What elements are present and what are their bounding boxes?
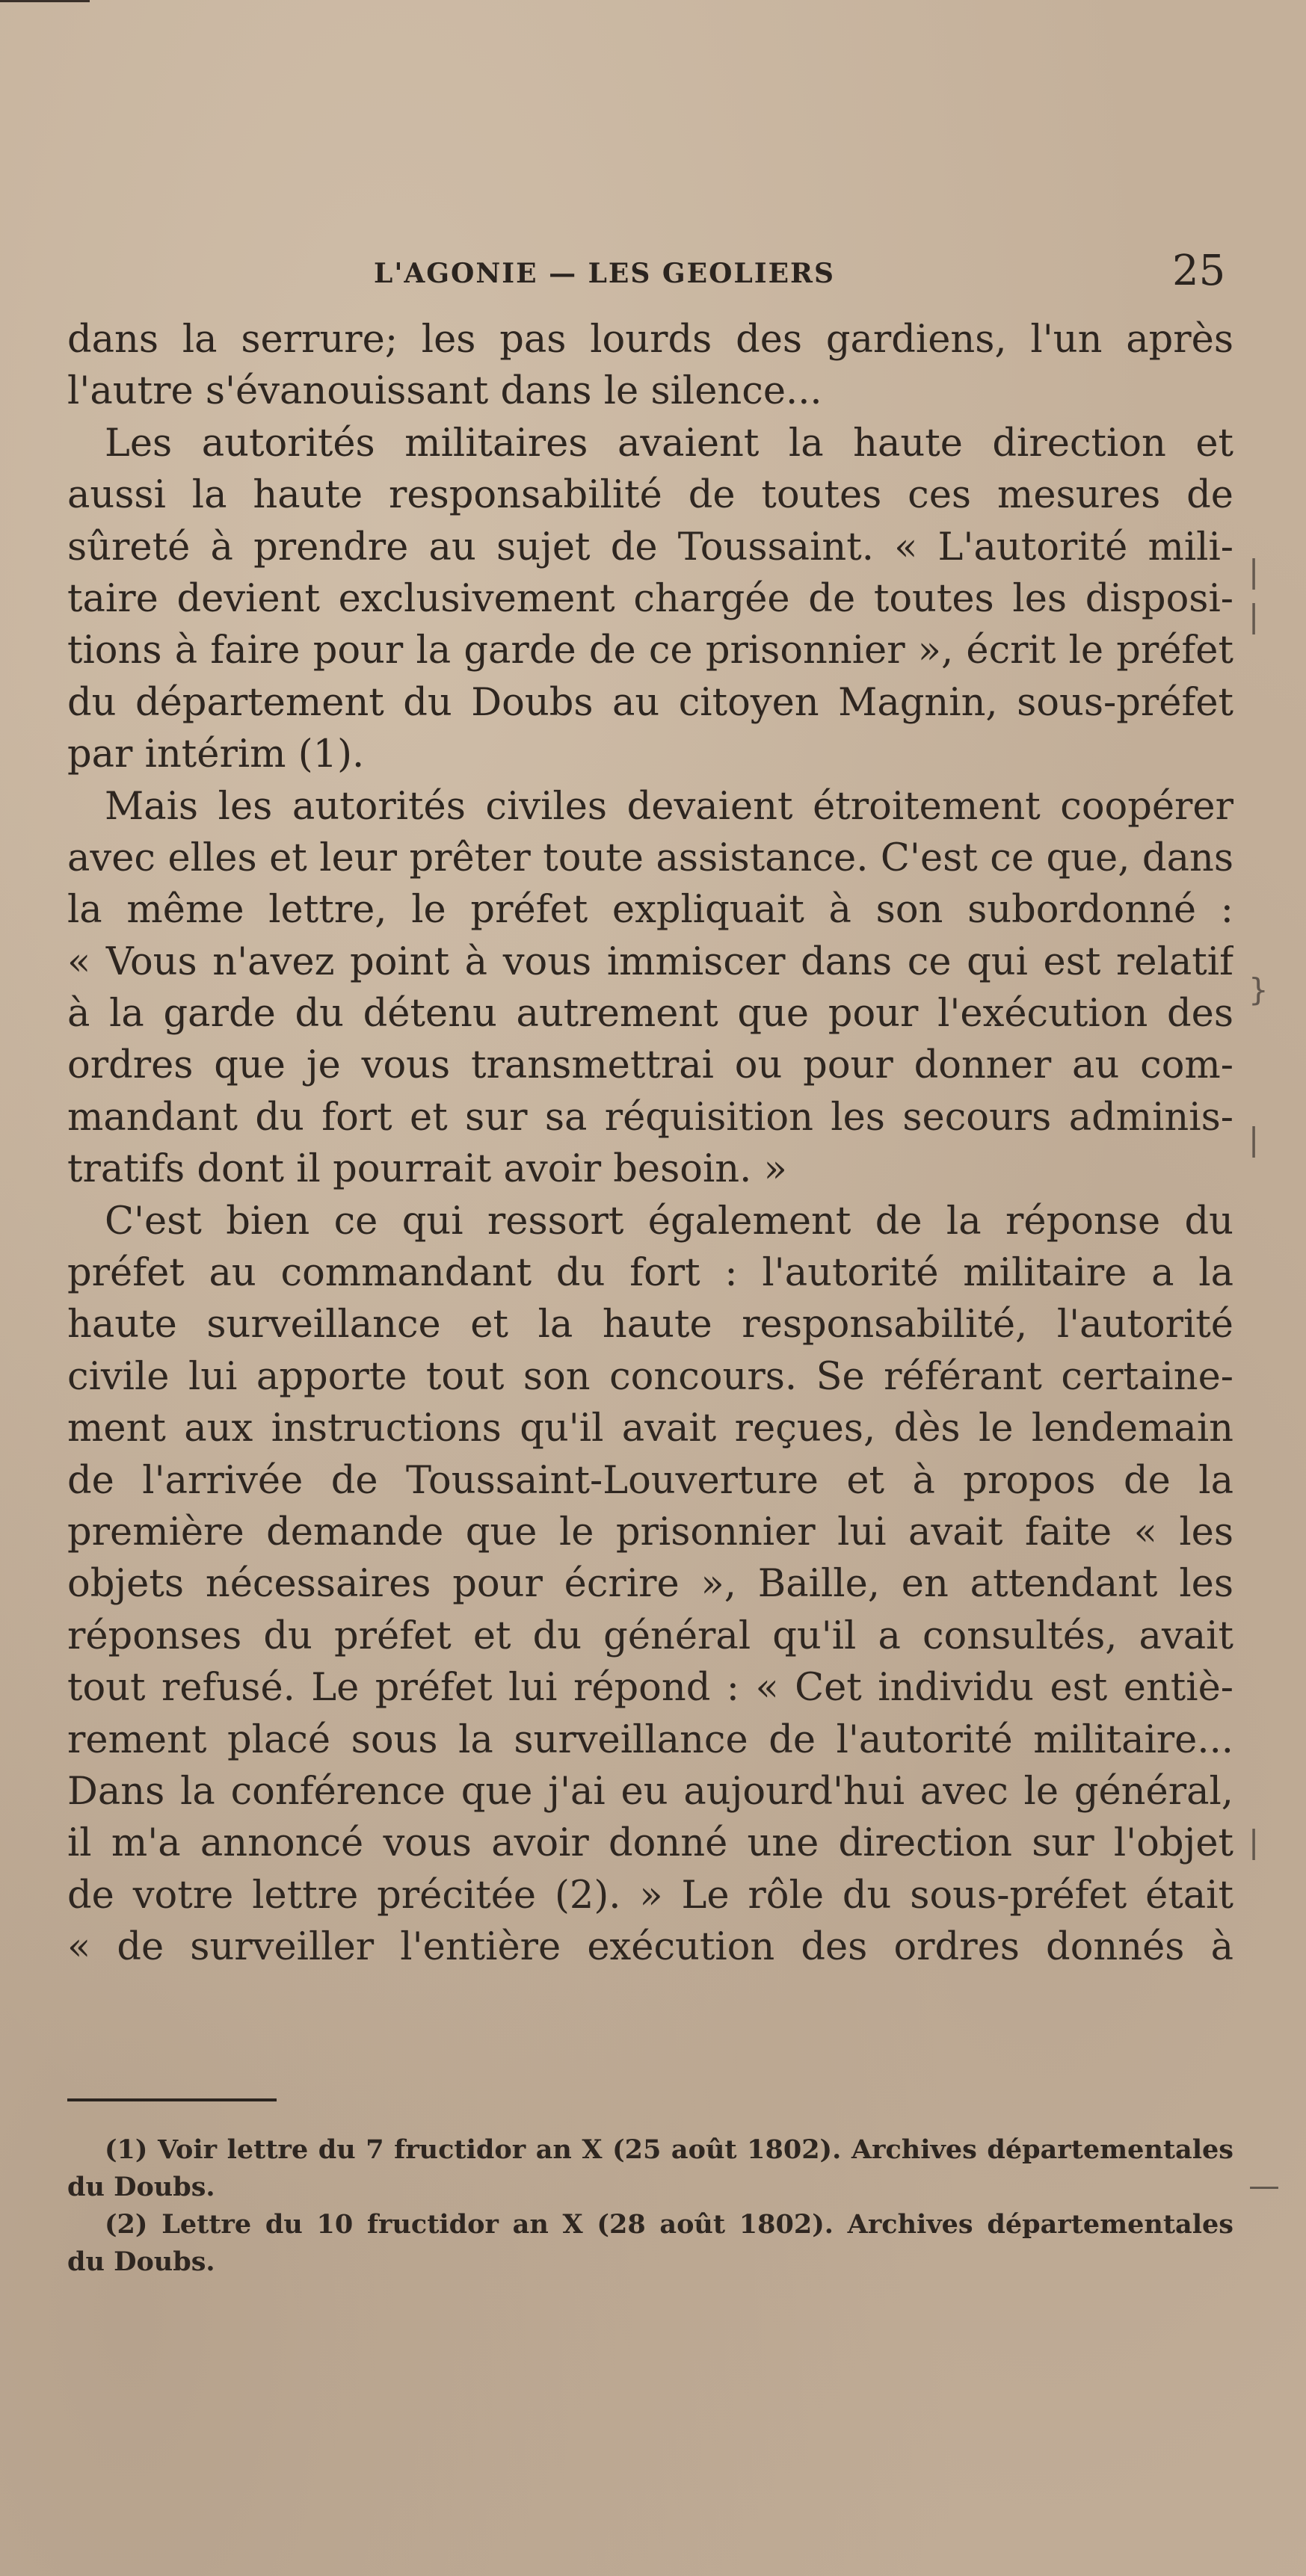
text-line: il m'a annoncé vous avoir donné une direction sur l'objet (67, 1821, 1233, 1866)
text-line: « Vous n'avez point à vous immiscer dans ce qui est relatif (67, 939, 1233, 984)
pencil-mark: } (1248, 972, 1269, 1008)
text-line: avec elles et leur prêter toute assistance. C'est ce que, dans (67, 835, 1233, 880)
text-line: rement placé sous la surveillance de l'autorité militaire... (67, 1717, 1233, 1762)
text-line: tout refusé. Le préfet lui répond : « Cet individu est entiè- (67, 1666, 1233, 1711)
text-line: de votre lettre précitée (2). » Le rôle du sous-préfet était (67, 1873, 1233, 1918)
text-line: Les autorités militaires avaient la haute direction et (105, 421, 1233, 466)
text-line: aussi la haute responsabilité de toutes ces mesures de (67, 473, 1233, 518)
text-line: Dans la conférence que j'ai eu aujourd'hui avec le général, (67, 1769, 1233, 1814)
text-line: tions à faire pour la garde de ce prisonnier », écrit le préfet (67, 628, 1233, 673)
footnote-line: du Doubs. (67, 2172, 215, 2202)
text-line: ordres que je vous transmettrai ou pour donner au com- (67, 1043, 1233, 1088)
pencil-mark: | (1248, 1121, 1260, 1158)
text-line: taire devient exclusivement chargée de toutes les disposi- (67, 576, 1233, 621)
text-line: Mais les autorités civiles devaient étroitement coopérer (105, 784, 1233, 829)
text-line: haute surveillance et la haute responsabilité, l'autorité (67, 1303, 1233, 1347)
text-line: objets nécessaires pour écrire », Baille, en attendant les (67, 1562, 1233, 1607)
text-line: dans la serrure; les pas lourds des gardiens, l'un après (67, 318, 1233, 362)
text-line: tratifs dont il pourrait avoir besoin. » (67, 1147, 787, 1192)
text-line: « de surveiller l'entière exécution des ordres donnés à (67, 1925, 1233, 1970)
text-line: réponses du préfet et du général qu'il a consultés, avait (67, 1613, 1233, 1658)
body-text (67, 314, 1233, 1974)
pencil-mark: | (1248, 553, 1260, 590)
page-number: 25 (1172, 247, 1226, 295)
text-line: première demande que le prisonnier lui avait faite « les (67, 1510, 1233, 1554)
text-line: sûreté à prendre au sujet de Toussaint. « L'autorité mili- (67, 525, 1233, 569)
footnote-line: du Doubs. (67, 2246, 215, 2277)
text-line: de l'arrivée de Toussaint-Louverture et à propos de la (67, 1458, 1233, 1503)
footnotes (67, 2131, 1233, 2281)
text-line: du département du Doubs au citoyen Magnin, sous-préfet (67, 680, 1233, 725)
running-title: L'AGONIE — LES GEOLIERS (374, 258, 835, 289)
text-line: par intérim (1). (67, 732, 365, 777)
text-line: C'est bien ce qui ressort également de la réponse du (105, 1199, 1233, 1244)
footnote-line: (1) Voir lettre du 7 fructidor an X (25 août 1802). Archives départementales (105, 2134, 1233, 2165)
text-line: l'autre s'évanouissant dans le silence... (67, 369, 822, 414)
text-line: à la garde du détenu autrement que pour l'exécution des (67, 992, 1233, 1037)
top-edge-rule (0, 0, 90, 2)
text-line: préfet au commandant du fort : l'autorité militaire a la (67, 1251, 1233, 1296)
text-line: la même lettre, le préfet expliquait à son subordonné : (67, 888, 1233, 933)
text-line: mandant du fort et sur sa réquisition les secours adminis- (67, 1095, 1233, 1140)
footnote-line: (2) Lettre du 10 fructidor an X (28 août 1802). Archives départementales (105, 2209, 1233, 2240)
pencil-mark: — (1248, 2167, 1280, 2204)
text-line: ment aux instructions qu'il avait reçues, dès le lendemain (67, 1406, 1233, 1451)
pencil-mark: | (1248, 598, 1260, 634)
text-line: civile lui apporte tout son concours. Se référant certaine- (67, 1354, 1233, 1399)
pencil-mark: | (1248, 1823, 1260, 1860)
footnote-rule (67, 2098, 277, 2101)
